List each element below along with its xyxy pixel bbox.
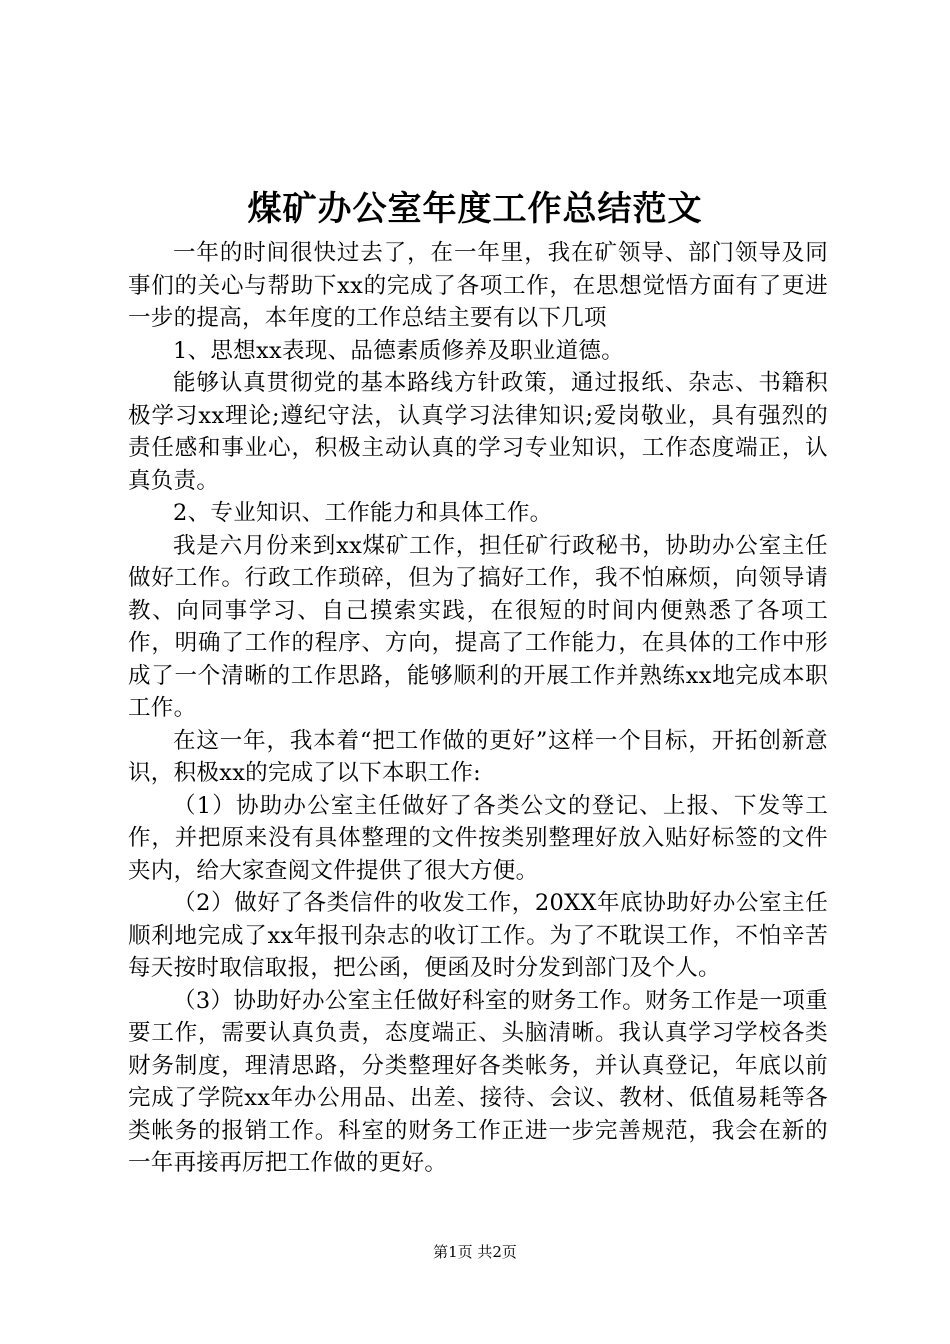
- paragraph-intro: 一年的时间很快过去了，在一年里，我在矿领导、部门领导及同事们的关心与帮助下xx的完成了各项工作，在思想觉悟方面有了更进一步的提高，本年度的工作总结主要有以下几项: [128, 240, 828, 331]
- list-item-2: （2）做好了各类信件的收发工作，20XX年底协助好办公室主任顺利地完成了xx年报刊杂志的收订工作。为了不耽误工作，不怕辛苦每天按时取信取报，把公函，便函及时分发到部门及个人。: [128, 890, 828, 981]
- document-body: [128, 237, 828, 1180]
- paragraph-section-2: 我是六月份来到xx煤矿工作，担任矿行政秘书，协助办公室主任做好工作。行政工作琐碎，但为了搞好工作，我不怕麻烦，向领导请教、向同事学习、自己摸索实践，在很短的时间内便熟悉了各项工作，明确了工作的程序、方向，提高了工作能力，在具体的工作中形成了一个清晰的工作思路，能够顺利的开展工作并熟练xx地完成本职工作。: [128, 532, 828, 721]
- section-heading-2: 2、专业知识、工作能力和具体工作。: [173, 500, 553, 526]
- section-heading-1: 1、思想xx表现、品德素质修养及职业道德。: [173, 337, 624, 364]
- page-footer: 第1页 共2页: [433, 1243, 517, 1261]
- list-item-3: （3）协助好办公室主任做好科室的财务工作。财务工作是一项重要工作，需要认真负责，态度端正、头脑清晰。我认真学习学校各类财务制度，理清思路，分类整理好各类帐务，并认真登记，年底以前完成了学院xx年办公用品、出差、接待、会议、教材、低值易耗等各类帐务的报销工作。科室的财务工作正进一步完善规范，我会在新的一年再接再厉把工作做的更好。: [128, 987, 828, 1176]
- list-item-1: （1）协助办公室主任做好了各类公文的登记、上报、下发等工作，并把原来没有具体整理的文件按类别整理好放入贴好标签的文件夹内，给大家查阅文件提供了很大方便。: [128, 792, 828, 884]
- paragraph-goal: 在这一年，我本着“把工作做的更好”这样一个目标，开拓创新意识，积极xx的完成了以下本职工作:: [128, 727, 828, 786]
- paragraph-section-1: 能够认真贯彻党的基本路线方针政策，通过报纸、杂志、书籍积极学习xx理论;遵纪守法，认真学习法律知识;爱岗敬业，具有强烈的责任感和事业心，积极主动认真的学习专业知识，工作态度端正，认真负责。: [128, 370, 828, 494]
- document-title: 煤矿办公室年度工作总结范文: [247, 189, 703, 229]
